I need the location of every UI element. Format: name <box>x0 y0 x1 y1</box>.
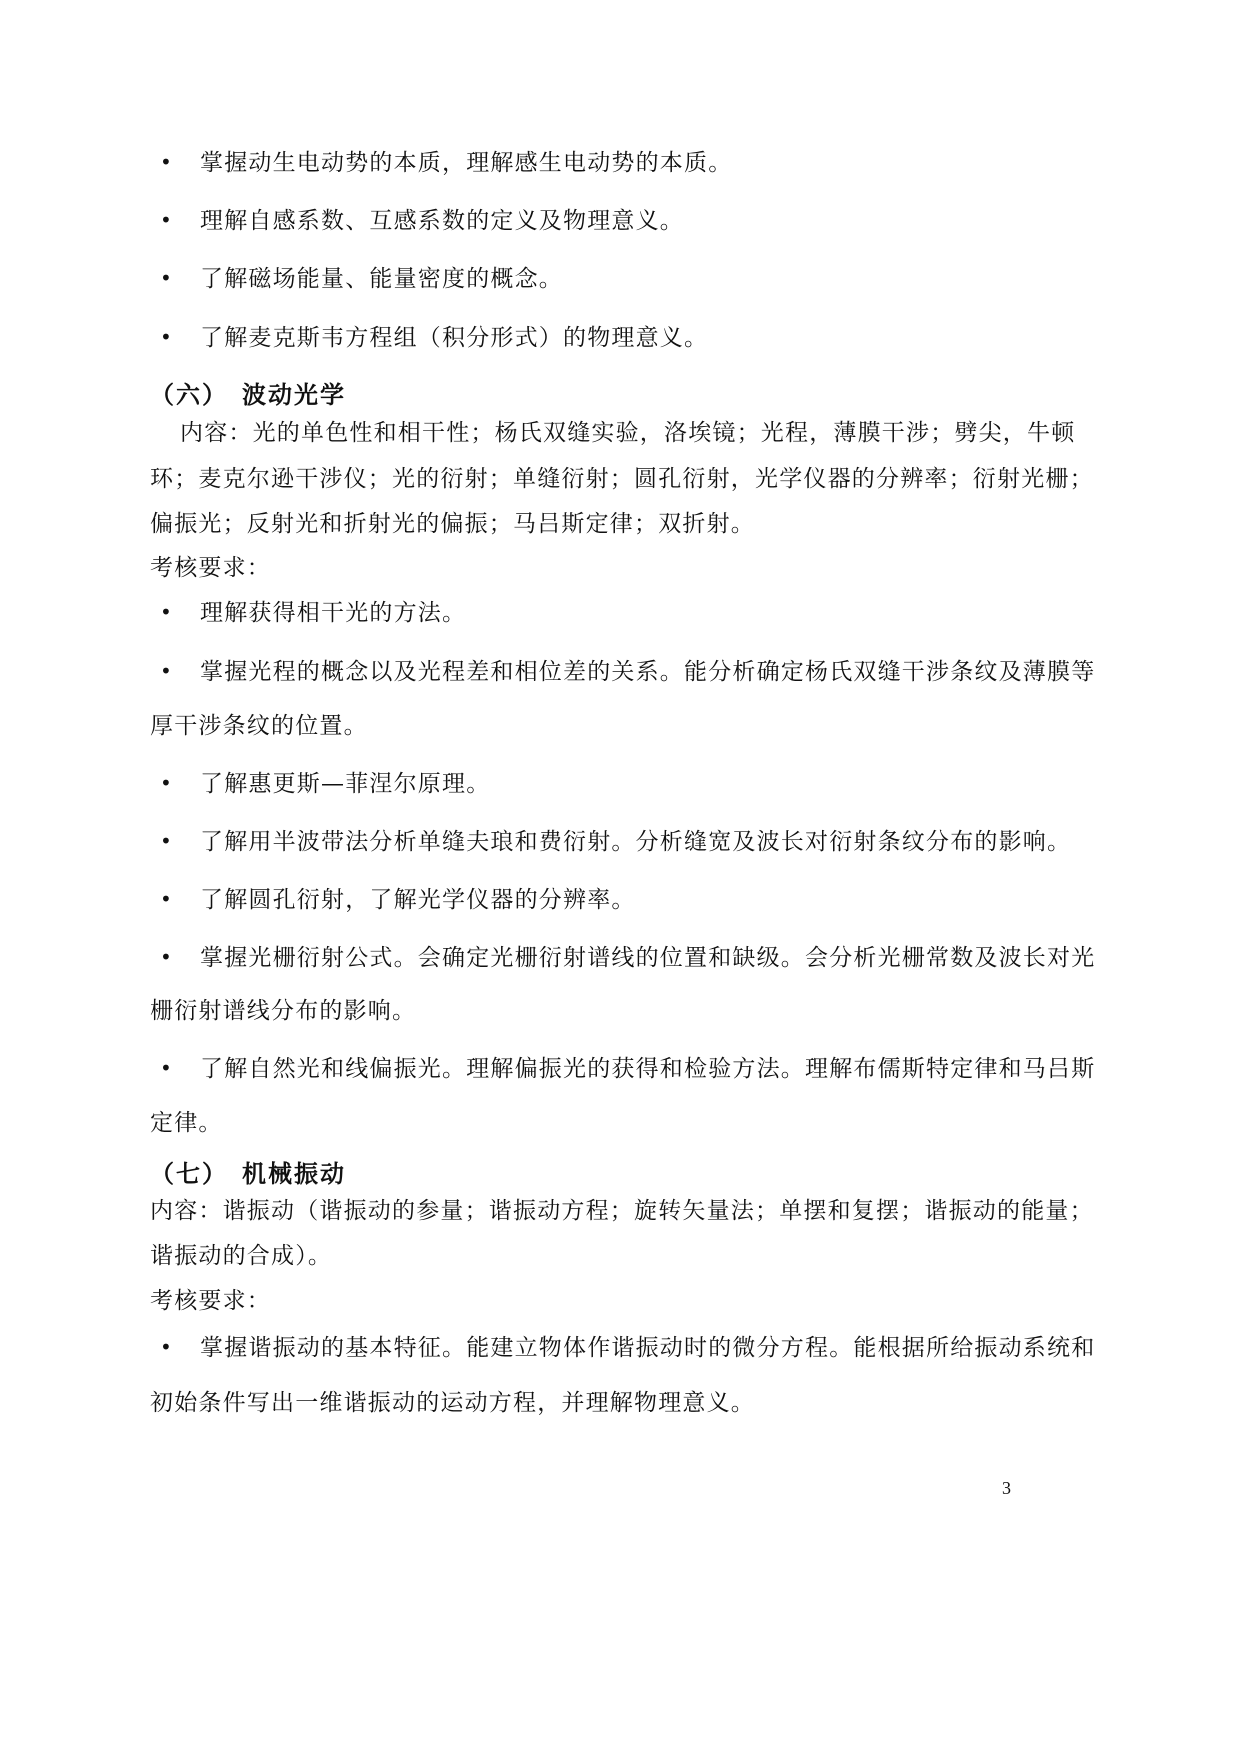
bullet-text: 掌握光栅衍射公式。会确定光栅衍射谱线的位置和缺级。会分析光栅常数及波长对光 <box>200 945 1096 971</box>
bullet-continuation: 厚干涉条纹的位置。 <box>150 713 368 739</box>
bullet-text: 了解圆孔衍射，了解光学仪器的分辨率。 <box>200 887 636 913</box>
bullet-item <box>160 1056 1095 1084</box>
section-title: 波动光学 <box>242 381 346 409</box>
bullet-continuation: 初始条件写出一维谐振动的运动方程，并理解物理意义。 <box>150 1390 755 1416</box>
bullet-text: 了解磁场能量、能量密度的概念。 <box>200 266 563 292</box>
page-number: 3 <box>1002 1478 1011 1498</box>
section-heading-6 <box>150 375 346 410</box>
section-number: （六） <box>150 381 228 409</box>
bullet-icon: • <box>160 771 173 795</box>
bullet-text: 了解惠更斯—菲涅尔原理。 <box>200 771 491 797</box>
bullet-icon: • <box>160 887 173 911</box>
bullet-text: 了解麦克斯韦方程组（积分形式）的物理意义。 <box>200 325 709 351</box>
bullet-text: 掌握光程的概念以及光程差和相位差的关系。能分析确定杨氏双缝干涉条纹及薄膜等 <box>200 659 1096 685</box>
bullet-icon: • <box>160 1056 173 1080</box>
bullet-text: 了解用半波带法分析单缝夫琅和费衍射。分析缝宽及波长对衍射条纹分布的影响。 <box>200 829 1072 855</box>
bullet-icon: • <box>160 150 173 174</box>
section-number: （七） <box>150 1160 228 1188</box>
bullet-text: 了解自然光和线偏振光。理解偏振光的获得和检验方法。理解布儒斯特定律和马吕斯 <box>200 1056 1096 1082</box>
content-line: 内容：谐振动（谐振动的参量；谐振动方程；旋转矢量法；单摆和复摆；谐振动的能量； <box>150 1198 1094 1224</box>
bullet-icon: • <box>160 829 173 853</box>
content-line: 环；麦克尔逊干涉仪；光的衍射；单缝衍射；圆孔衍射，光学仪器的分辨率；衍射光栅； <box>150 466 1094 492</box>
bullet-icon: • <box>160 266 173 290</box>
requirements-label: 考核要求： <box>150 1288 271 1314</box>
content-line: 偏振光；反射光和折射光的偏振；马吕斯定律；双折射。 <box>150 511 755 537</box>
bullet-item <box>160 771 490 799</box>
bullet-icon: • <box>160 1335 173 1359</box>
bullet-icon: • <box>160 659 173 683</box>
bullet-item <box>160 887 636 915</box>
bullet-icon: • <box>160 945 173 969</box>
content-line: 谐振动的合成）。 <box>150 1243 333 1269</box>
bullet-continuation: 栅衍射谱线分布的影响。 <box>150 998 417 1024</box>
bullet-item <box>160 325 708 353</box>
bullet-icon: • <box>160 208 173 232</box>
bullet-text: 理解自感系数、互感系数的定义及物理意义。 <box>200 208 684 234</box>
bullet-text: 掌握动生电动势的本质，理解感生电动势的本质。 <box>200 150 733 176</box>
requirements-label: 考核要求： <box>150 555 271 581</box>
bullet-text: 掌握谐振动的基本特征。能建立物体作谐振动时的微分方程。能根据所给振动系统和 <box>200 1335 1096 1361</box>
bullet-item <box>160 829 1071 857</box>
content-line: 内容：光的单色性和相干性；杨氏双缝实验，洛埃镜；光程，薄膜干涉；劈尖，牛顿 <box>180 420 1076 446</box>
bullet-icon: • <box>160 600 173 624</box>
bullet-icon: • <box>160 325 173 349</box>
bullet-continuation: 定律。 <box>150 1110 223 1136</box>
bullet-item <box>160 1335 1095 1363</box>
section-heading-7 <box>150 1154 346 1189</box>
bullet-item <box>160 150 732 178</box>
bullet-text: 理解获得相干光的方法。 <box>200 600 467 626</box>
bullet-item <box>160 659 1095 687</box>
bullet-item <box>160 266 563 294</box>
bullet-item <box>160 945 1095 973</box>
section-title: 机械振动 <box>242 1160 346 1188</box>
bullet-item <box>160 208 684 236</box>
bullet-item <box>160 600 466 628</box>
